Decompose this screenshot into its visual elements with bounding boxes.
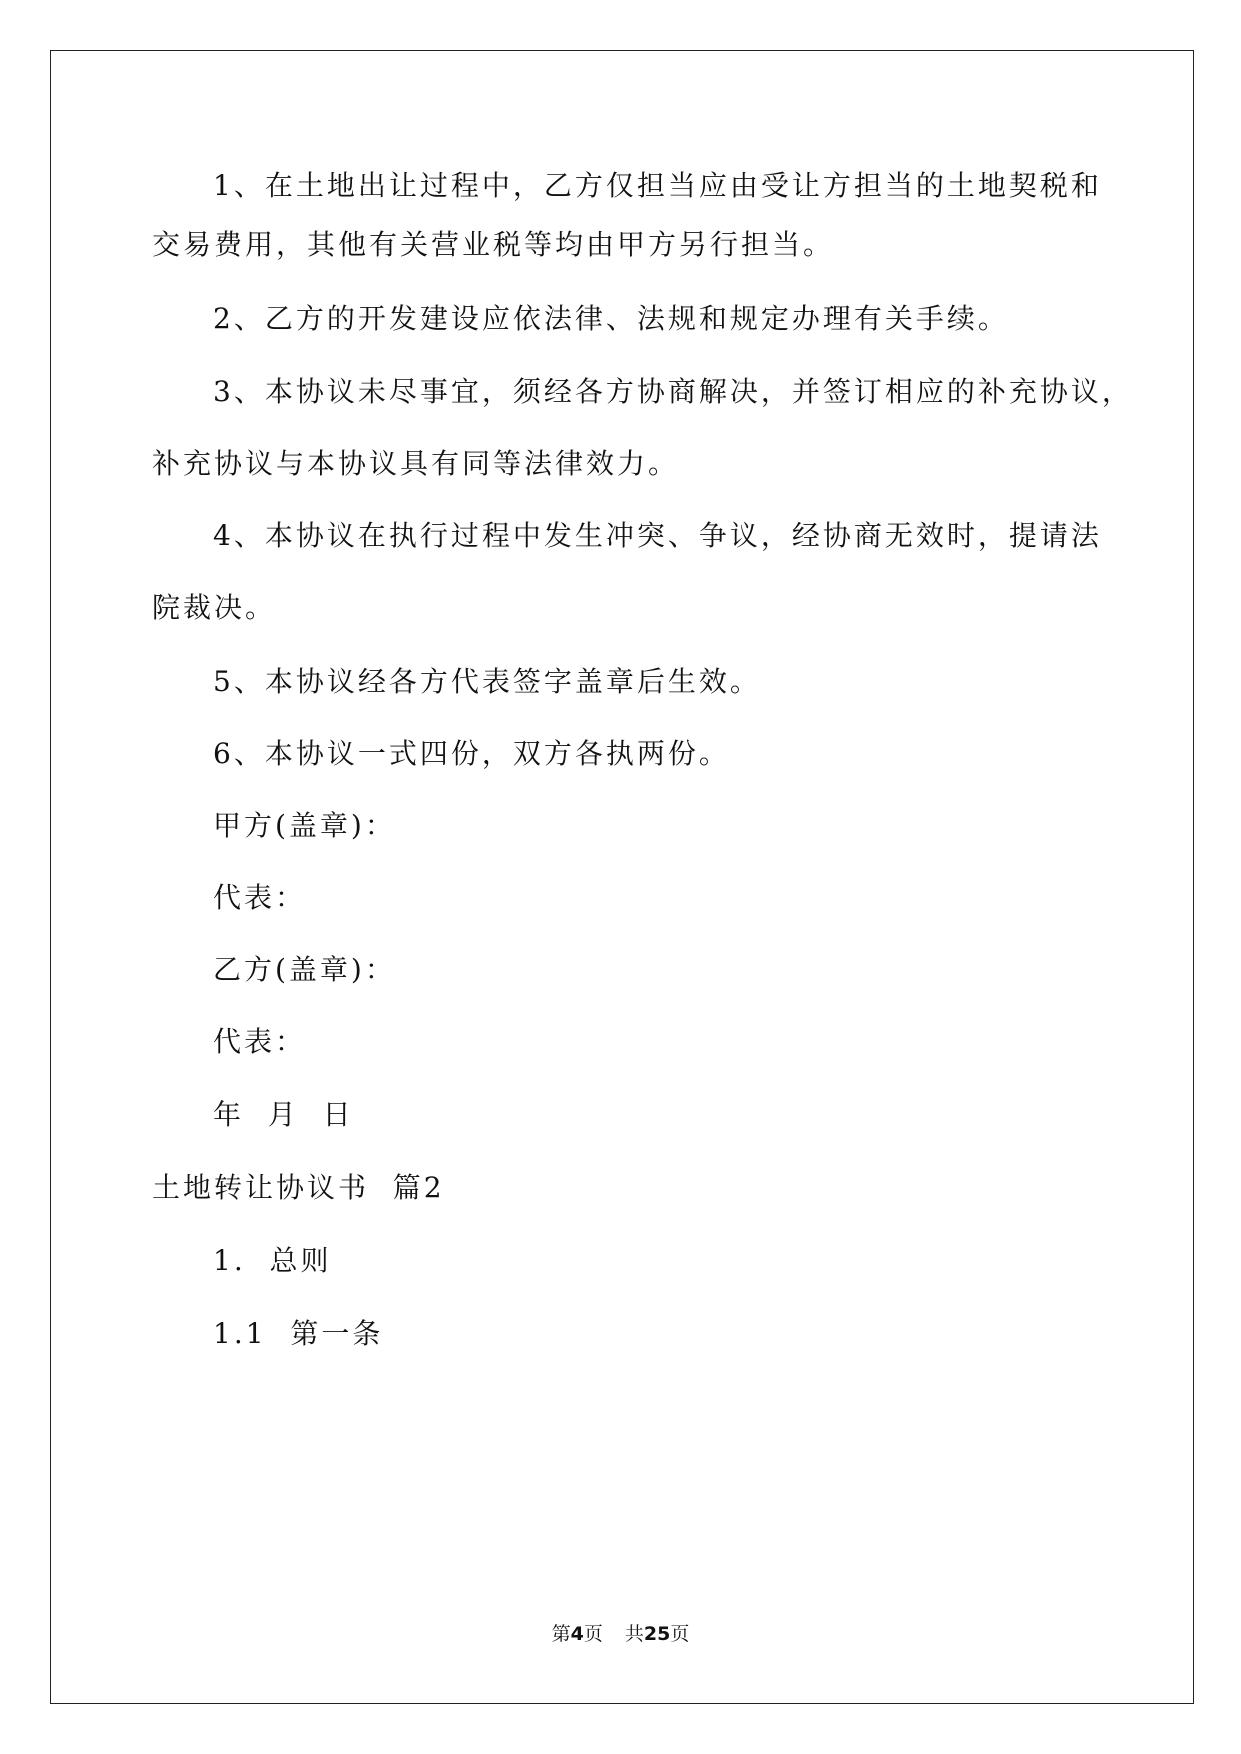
clause-3-line-1: 3、本协议未尽事宜，须经各方协商解决，并签订相应的补充协议， bbox=[213, 375, 1133, 408]
clause-1-line-1: 1、在土地出让过程中，乙方仅担当应由受让方担当的土地契税和 bbox=[213, 169, 1102, 202]
article-heading: 1.1 第一条 bbox=[213, 1317, 384, 1350]
party-a-representative-label: 代表： bbox=[213, 881, 307, 914]
clause-5: 5、本协议经各方代表签字盖章后生效。 bbox=[213, 665, 761, 698]
footer-total-prefix: 共 bbox=[624, 1623, 644, 1645]
footer-total-pages: 25 bbox=[643, 1623, 671, 1645]
date-line: 年 月 日 bbox=[213, 1098, 354, 1131]
party-b-seal-label: 乙方(盖章)： bbox=[213, 953, 396, 986]
footer-page-number: 4 bbox=[570, 1623, 584, 1645]
section-title: 土地转让协议书 篇2 bbox=[152, 1171, 445, 1204]
footer-page-prefix: 第 bbox=[551, 1623, 571, 1645]
clause-2: 2、乙方的开发建设应依法律、法规和规定办理有关手续。 bbox=[213, 302, 1009, 335]
clause-1-line-2: 交易费用，其他有关营业税等均由甲方另行担当。 bbox=[152, 228, 835, 261]
clause-3-line-2: 补充协议与本协议具有同等法律效力。 bbox=[152, 447, 680, 480]
party-b-representative-label: 代表： bbox=[213, 1025, 307, 1058]
footer-page-suffix: 页 bbox=[583, 1623, 603, 1645]
party-a-seal-label: 甲方(盖章)： bbox=[213, 809, 396, 842]
page-footer bbox=[0, 1625, 1241, 1644]
clause-6: 6、本协议一式四份，双方各执两份。 bbox=[213, 737, 730, 770]
footer-total-suffix: 页 bbox=[670, 1623, 690, 1645]
clause-4-line-2: 院裁决。 bbox=[152, 591, 277, 624]
page-border bbox=[50, 50, 1194, 1704]
chapter-heading: 1. 总则 bbox=[213, 1244, 332, 1277]
clause-4-line-1: 4、本协议在执行过程中发生冲突、争议，经协商无效时，提请法 bbox=[213, 519, 1102, 552]
